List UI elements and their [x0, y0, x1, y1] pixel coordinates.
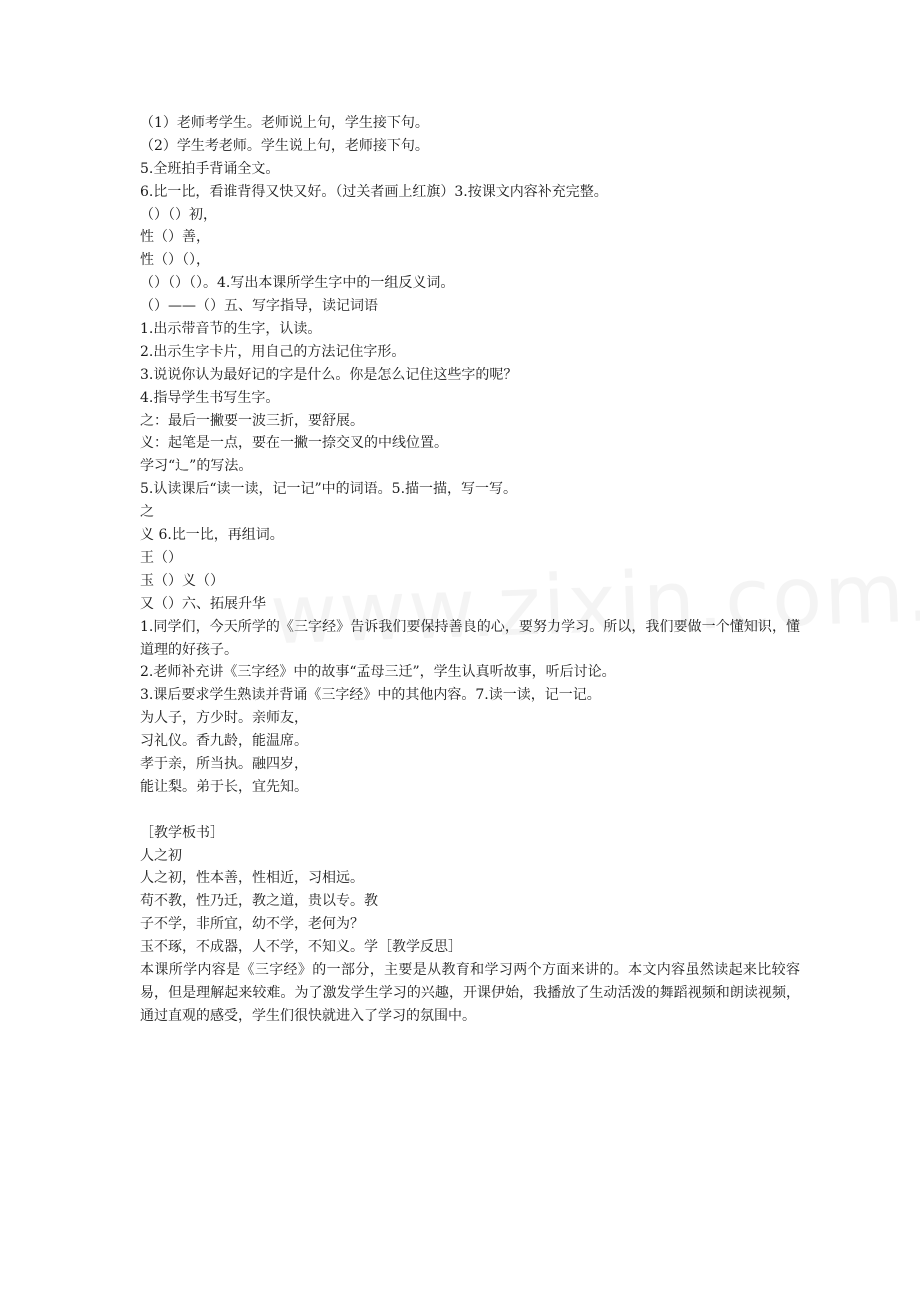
text-line: （）（）（）。4.写出本课所学生字中的一组反义词。	[140, 275, 455, 292]
text-line: 子不学，非所宜，幼不学，老何为？	[140, 916, 364, 933]
text-line: （）——（）五、写字指导，读记词语	[140, 298, 378, 315]
text-line: 人之初	[140, 847, 182, 864]
text-line: 为人子，方少时。亲师友，	[140, 710, 308, 727]
document-body	[140, 112, 800, 1028]
text-line: 之	[140, 504, 154, 521]
text-line: 玉不琢，不成器，人不学，不知义。学［教学反思］	[140, 939, 462, 956]
paragraph: 本课所学内容是《三字经》的一部分，主要是从教育和学习两个方面来讲的。本文内容虽然读起来比较容易，但是理解起来较难。为了激发学生学习的兴趣，开课伊始，我播放了生动活泼的舞蹈视频和朗读视频，通过直观的感受，学生们很快就进入了学习的氛围中。	[140, 961, 800, 1024]
text-line: 义：起笔是一点，要在一撇一捺交叉的中线位置。	[140, 435, 448, 452]
text-line: （2）学生考老师。学生说上句，老师接下句。	[140, 137, 429, 154]
text-line: （）（）初，	[140, 206, 217, 223]
text-line: 5.认读课后“读一读，记一记”中的词语。5.描一描，写一写。	[140, 481, 518, 498]
text-line: 玉（）义（）	[140, 572, 224, 589]
text-line: 人之初，性本善，性相近，习相远。	[140, 870, 364, 887]
text-line: 1.出示带音节的生字，认读。	[140, 321, 322, 338]
text-line: 性（）善，	[140, 229, 210, 246]
text-line: 学习“辶”的写法。	[140, 458, 253, 475]
section-heading: ［教学板书］	[140, 824, 224, 841]
text-line: 5.全班拍手背诵全文。	[140, 160, 280, 177]
text-line: 4.指导学生书写生字。	[140, 389, 280, 406]
text-line: 习礼仪。香九龄，能温席。	[140, 733, 308, 750]
text-line: （1）老师考学生。老师说上句，学生接下句。	[140, 115, 429, 131]
text-line: 2.老师补充讲《三字经》中的故事“孟母三迁”，学生认真听故事，听后讨论。	[140, 664, 616, 681]
text-line: 苟不教，性乃迁，教之道，贵以专。教	[140, 893, 378, 910]
text-line: 3.课后要求学生熟读并背诵《三字经》中的其他内容。7.读一读，记一记。	[140, 687, 601, 704]
text-line: 2.出示生字卡片，用自己的方法记住字形。	[140, 343, 406, 360]
text-line: 6.比一比，看谁背得又快又好。（过关者画上红旗）3.按课文内容补充完整。	[140, 183, 608, 200]
text-line: 王（）	[140, 549, 182, 566]
text-line: 孝于亲，所当执。融四岁，	[140, 755, 308, 772]
text-line: 3.说说你认为最好记的字是什么。你是怎么记住这些字的呢？	[140, 366, 518, 383]
blank-line	[140, 799, 800, 822]
paragraph: 1.同学们，今天所学的《三字经》告诉我们要保持善良的心，要努力学习。所以，我们要做一个懂知识，懂道理的好孩子。	[140, 618, 800, 658]
text-line: 能让梨。弟于长，宜先知。	[140, 778, 308, 795]
text-line: 之：最后一撇要一波三折，要舒展。	[140, 412, 364, 429]
text-line: 义 6.比一比，再组词。	[140, 527, 284, 544]
text-line: 性（）（），	[140, 252, 210, 269]
text-line: 又（）六、拓展升华	[140, 595, 266, 612]
